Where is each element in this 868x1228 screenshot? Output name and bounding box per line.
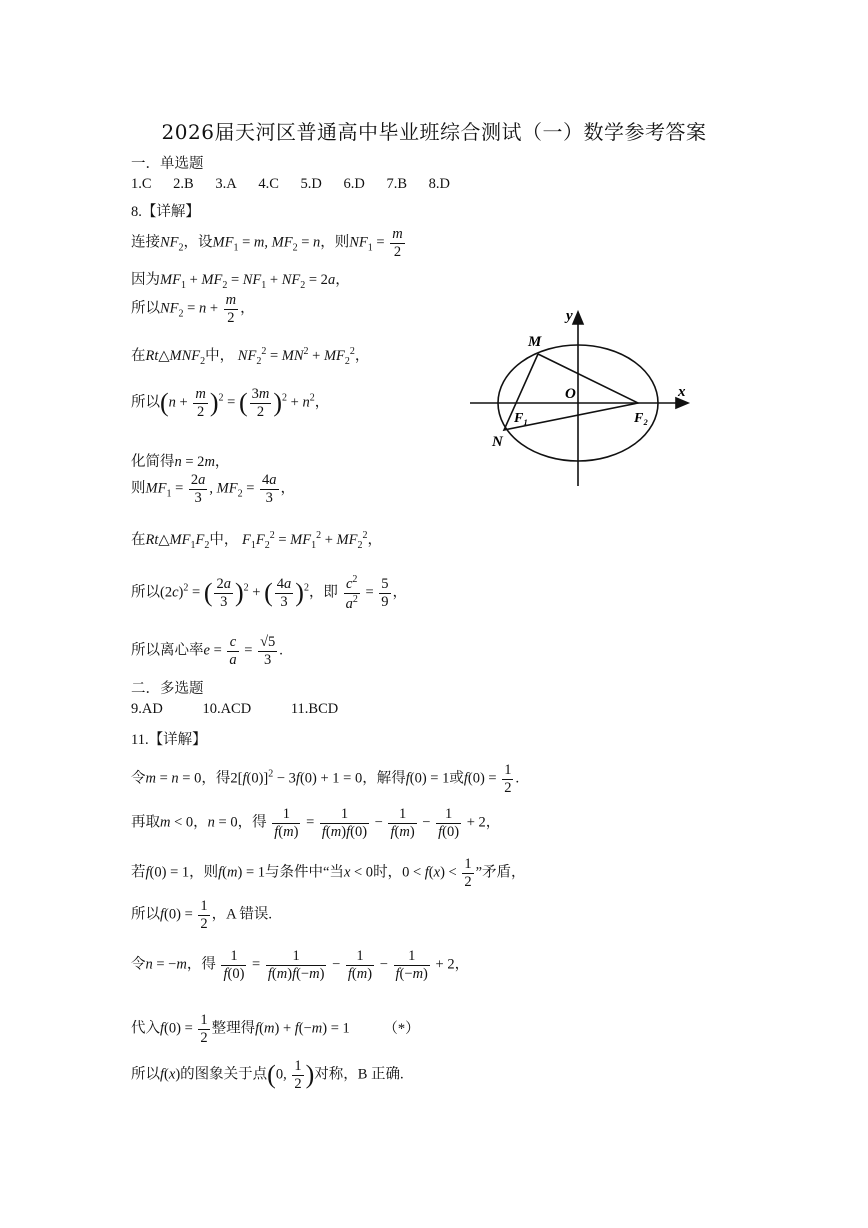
label-x: x xyxy=(678,384,686,400)
q11-line-2: 再取m < 0，n = 0，得 $\frac{1}{f(m)}$ = $\frac{1}{f(m)f(0)}$ − $\frac{1}{f(m)}$ − $\frac{1}{f(0)}$ + 2， xyxy=(131,806,501,840)
y-arrow xyxy=(573,312,583,324)
answer-6: 6.D xyxy=(343,176,365,192)
answer-5: 5.D xyxy=(300,176,322,192)
q8-line-6: 化简得n = 2m， xyxy=(131,454,230,470)
q11-line-1: 令m = n = 0，得$2[f(0)]^2 - 3f(0) + 1 = 0$，解得f(0) = 1或f(0) = $\frac{1}{2}$ . xyxy=(131,762,520,796)
section-heading-multi-choice: 二．多选题 xyxy=(131,681,204,697)
answer-8: 8.D xyxy=(428,176,450,192)
answer-2: 2.B xyxy=(173,176,194,192)
q8-line-7: 则$MF_1$ = $\frac{2a}{3}$ , $MF_2$ = $\frac{4a}{3}$ ， xyxy=(131,472,295,506)
answer-7: 7.B xyxy=(386,176,408,192)
answer-10: 10.ACD xyxy=(202,701,252,717)
section-heading-single-choice: 一．单选题 xyxy=(131,156,204,172)
q8-line-10: 所以离心率e = $\frac{c}{a}$ = $\frac{√5}{3}$ . xyxy=(131,634,283,668)
label-o: O xyxy=(565,386,576,402)
answer-4: 4.C xyxy=(258,176,279,192)
answer-1: 1.C xyxy=(131,176,152,192)
q8-line-4: 在$Rt\triangle MNF_2$中， $NF_2^2 = MN^2 + MF_2^2$， xyxy=(131,346,370,367)
q8-line-5: 所以(n + $\frac{m}{2}$ )$^2$ = ( $\frac{3m}{2}$ )$^2 + n^2$， xyxy=(131,386,330,420)
answer-11: 11.BCD xyxy=(290,701,339,717)
q8-line-1: 连接$NF_2$，设$MF_1 = m$, $MF_2 = n$，则$NF_1$ = $\frac{m}{2}$ xyxy=(131,226,403,260)
answer-3: 3.A xyxy=(215,176,237,192)
label-y: y xyxy=(566,308,573,324)
q8-line-9: 所以$(2c)^2$ = ( $\frac{2a}{3}$ )$^2$ + ( $\frac{4a}{3}$ )$^2$，即 $\frac{c^2}{a^2}$ = $\frac{5}{9}$ ， xyxy=(131,574,407,612)
label-m: M xyxy=(528,334,542,350)
ellipse-figure xyxy=(466,304,696,490)
multi-choice-answers xyxy=(131,701,356,718)
q11-line-6: 代入f(0) = $\frac{1}{2}$ 整理得f(m) + f(−m) = 1 （*） xyxy=(131,1012,420,1046)
label-f1: F₁ xyxy=(514,411,529,426)
q11-heading: 11.【详解】 xyxy=(131,732,207,748)
q8-line-2: 因为$MF_1 + MF_2 = NF_1 + NF_2 = 2a$， xyxy=(131,272,350,291)
q8-heading: 8.【详解】 xyxy=(131,204,200,220)
ellipse-diagram xyxy=(470,312,688,486)
label-n: N xyxy=(492,434,503,450)
q11-line-5: 令n = −m，得 $\frac{1}{f(0)}$ = $\frac{1}{f(m)f(-m)}$ − $\frac{1}{f(m)}$ − $\frac{1}{f(-m)}$ + 2， xyxy=(131,948,470,982)
answer-9: 9.AD xyxy=(131,701,163,717)
page-title: 2026届天河区普通高中毕业班综合测试（一）数学参考答案 xyxy=(161,120,707,144)
q11-line-3: 若f(0) = 1，则f(m) = 1与条件中“当x < 0时，0 < f(x) < $\frac{1}{2}$ ”矛盾， xyxy=(131,856,526,890)
single-choice-answers xyxy=(131,176,468,193)
label-f2: F₂ xyxy=(634,411,649,426)
q8-line-3: 所以$NF_2 = n$ + $\frac{m}{2}$ ， xyxy=(131,292,255,326)
q11-line-7: 所以f(x)的图象关于点(0, $\frac{1}{2}$ )对称，B 正确. xyxy=(131,1058,404,1092)
q8-line-8: 在$Rt\triangle MF_1F_2$中， $F_1F_2^2 = MF_1^2 + MF_2^2$， xyxy=(131,530,382,551)
q11-line-4: 所以f(0) = $\frac{1}{2}$ ，A 错误. xyxy=(131,898,273,932)
